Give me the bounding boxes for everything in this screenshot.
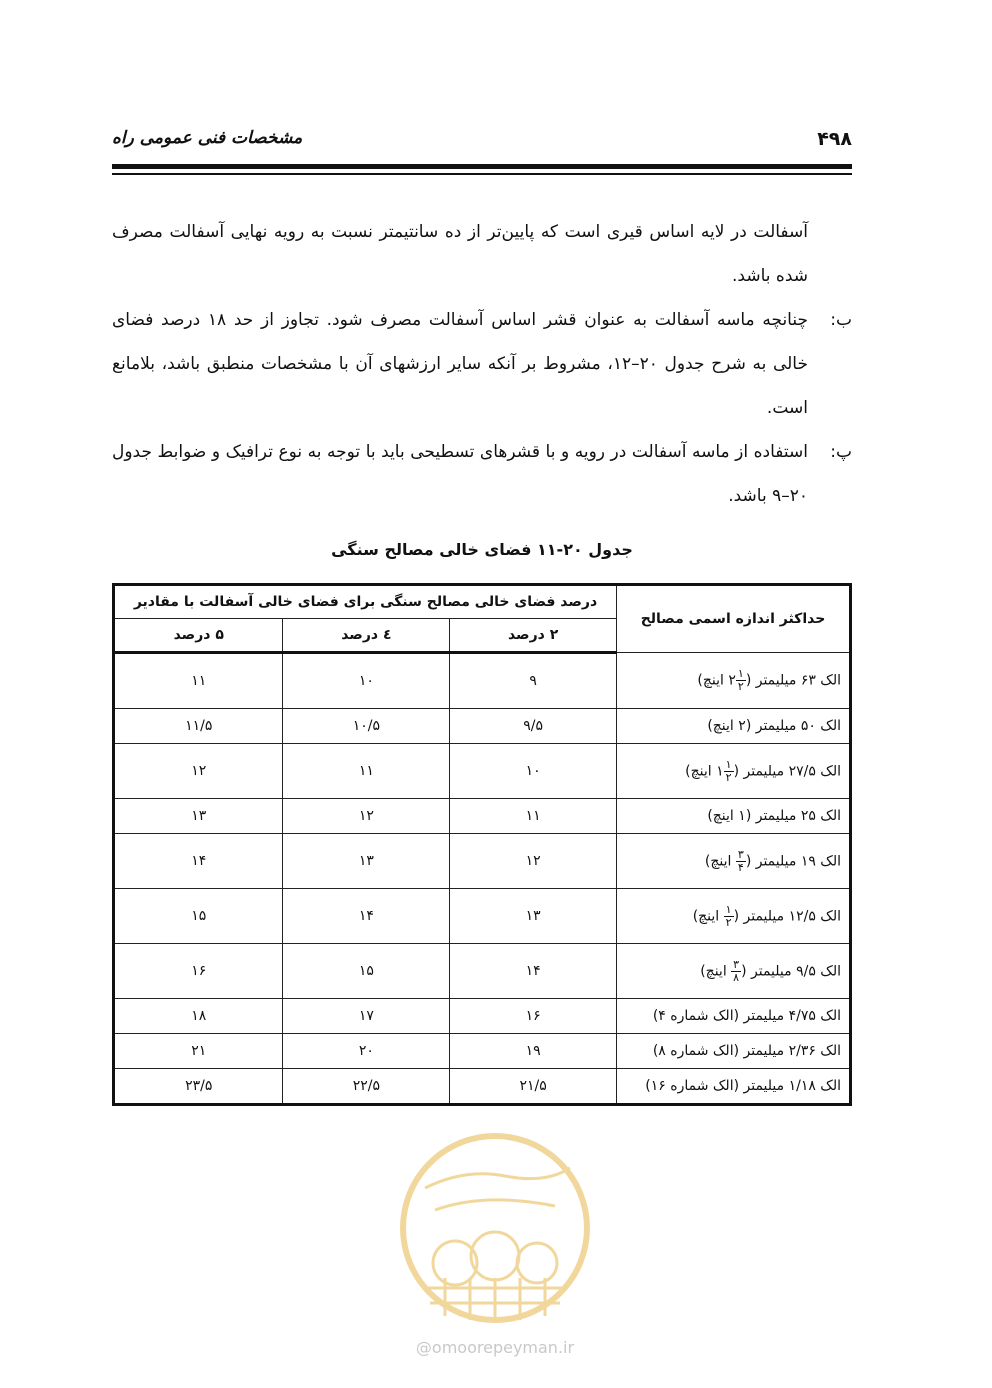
watermark-url: @omoorepeyman.ir bbox=[415, 1338, 575, 1357]
watermark-logo-icon bbox=[385, 1128, 605, 1338]
sub-header-2: ۲ درصد bbox=[450, 619, 617, 653]
value-cell-4: ۱۵ bbox=[283, 944, 450, 999]
page-header bbox=[112, 128, 852, 168]
size-cell: الک ۱۲/۵ میلیمتر ( $\frac{۱}{۲}$ اینچ) bbox=[617, 889, 851, 944]
table-row bbox=[114, 709, 851, 744]
paragraph bbox=[112, 210, 852, 298]
value-cell-4: ۲۰ bbox=[283, 1034, 450, 1069]
group-header: درصد فضای خالی مصالح سنگی برای فضای خالی آسفالت با مقادیر bbox=[114, 585, 617, 619]
table-caption: جدول ۲۰-۱۱ فضای خالی مصالح سنگی bbox=[331, 540, 633, 559]
paragraph-marker: ب: bbox=[830, 310, 852, 330]
void-table bbox=[112, 583, 852, 1106]
header-rule-thick bbox=[112, 164, 852, 169]
value-cell-4: ۱۷ bbox=[283, 999, 450, 1034]
paragraph-marker: پ: bbox=[830, 442, 852, 462]
page-number: ۴۹۸ bbox=[817, 128, 852, 150]
value-cell-5: ۲۱ bbox=[114, 1034, 283, 1069]
value-cell-5: ۱۱ bbox=[114, 653, 283, 709]
value-cell-4: ۱۲ bbox=[283, 799, 450, 834]
paragraph bbox=[112, 298, 852, 430]
watermark bbox=[385, 1128, 605, 1373]
value-cell-5: ۱۵ bbox=[114, 889, 283, 944]
value-cell-2: ۱۰ bbox=[450, 744, 617, 799]
table-row bbox=[114, 799, 851, 834]
table-row bbox=[114, 834, 851, 889]
size-cell: الک ۹/۵ میلیمتر ( $\frac{۳}{۸}$ اینچ) bbox=[617, 944, 851, 999]
value-cell-5: ۱۴ bbox=[114, 834, 283, 889]
fraction: $\frac{۱}{۲}$ bbox=[725, 902, 732, 929]
value-cell-2: ۱۶ bbox=[450, 999, 617, 1034]
size-cell: الک ۲۵ میلیمتر (۱ اینچ) bbox=[617, 799, 851, 834]
value-cell-5: ۱۱/۵ bbox=[114, 709, 283, 744]
size-cell: الک ۱۹ میلیمتر ( $\frac{۳}{۴}$ اینچ) bbox=[617, 834, 851, 889]
value-cell-2: ۱۳ bbox=[450, 889, 617, 944]
value-cell-5: ۱۲ bbox=[114, 744, 283, 799]
size-cell: الک ۴/۷۵ میلیمتر (الک شماره ۴) bbox=[617, 999, 851, 1034]
value-cell-4: ۲۲/۵ bbox=[283, 1069, 450, 1105]
sub-header-4: ٤ درصد bbox=[283, 619, 450, 653]
size-cell: الک ۲۷/۵ میلیمتر ( $\frac{۱}{۲}$ ۱ اینچ) bbox=[617, 744, 851, 799]
table-row bbox=[114, 744, 851, 799]
col-main-header: حداکثر اندازه اسمی مصالح bbox=[617, 585, 851, 653]
value-cell-5: ۱۶ bbox=[114, 944, 283, 999]
book-title: مشخصات فنی عمومی راه bbox=[112, 128, 303, 148]
fraction: $\frac{۱}{۲}$ bbox=[737, 667, 744, 693]
value-cell-2: ۱۲ bbox=[450, 834, 617, 889]
value-cell-4: ۱۰ bbox=[283, 653, 450, 709]
paragraph-text: استفاده از ماسه آسفالت در رویه و با قشرهای تسطیحی باید با توجه به نوع ترافیک و ضوابط جدول ۲۰–۹ باشد. bbox=[112, 442, 808, 506]
body-text bbox=[112, 210, 852, 518]
size-cell: الک ۵۰ میلیمتر (۲ اینچ) bbox=[617, 709, 851, 744]
value-cell-5: ۲۳/۵ bbox=[114, 1069, 283, 1105]
table-row bbox=[114, 944, 851, 999]
value-cell-2: ۹/۵ bbox=[450, 709, 617, 744]
size-cell: الک ۲/۳۶ میلیمتر (الک شماره ۸) bbox=[617, 1034, 851, 1069]
paragraph-text: آسفالت در لایه اساس قیری است که پایین‌تر از ده سانتیمتر نسبت به رویه نهایی آسفالت مصرف شده باشد. bbox=[112, 222, 808, 286]
value-cell-2: ۱۱ bbox=[450, 799, 617, 834]
value-cell-4: ۱۴ bbox=[283, 889, 450, 944]
value-cell-2: ۲۱/۵ bbox=[450, 1069, 617, 1105]
table-row bbox=[114, 889, 851, 944]
size-cell: الک ۱/۱۸ میلیمتر (الک شماره ۱۶) bbox=[617, 1069, 851, 1105]
value-cell-5: ۱۸ bbox=[114, 999, 283, 1034]
table-row bbox=[114, 1069, 851, 1105]
size-cell: الک ۶۳ میلیمتر ( $\frac{۱}{۲}$ ۲ اینچ) bbox=[617, 653, 851, 709]
fraction: $\frac{۳}{۸}$ bbox=[733, 957, 740, 984]
value-cell-4: ۱۱ bbox=[283, 744, 450, 799]
paragraph bbox=[112, 430, 852, 518]
fraction: $\frac{۱}{۲}$ bbox=[725, 757, 732, 784]
fraction: $\frac{۳}{۴}$ bbox=[737, 847, 744, 874]
table-row bbox=[114, 999, 851, 1034]
sub-header-5: ۵ درصد bbox=[114, 619, 283, 653]
value-cell-4: ۱۳ bbox=[283, 834, 450, 889]
table-row bbox=[114, 1034, 851, 1069]
value-cell-4: ۱۰/۵ bbox=[283, 709, 450, 744]
value-cell-2: ۱۹ bbox=[450, 1034, 617, 1069]
header-rule-thin bbox=[112, 173, 852, 175]
value-cell-2: ۹ bbox=[450, 653, 617, 709]
paragraph-text: چنانچه ماسه آسفالت به عنوان قشر اساس آسفالت مصرف شود. تجاوز از حد ۱۸ درصد فضای خالی به شرح جدول ۲۰–۱۲، مشروط بر آنکه سایر ارزشهای آن با مشخصات منطبق باشد، بلامانع است. bbox=[112, 310, 808, 418]
value-cell-2: ۱۴ bbox=[450, 944, 617, 999]
table-row bbox=[114, 653, 851, 709]
value-cell-5: ۱۳ bbox=[114, 799, 283, 834]
